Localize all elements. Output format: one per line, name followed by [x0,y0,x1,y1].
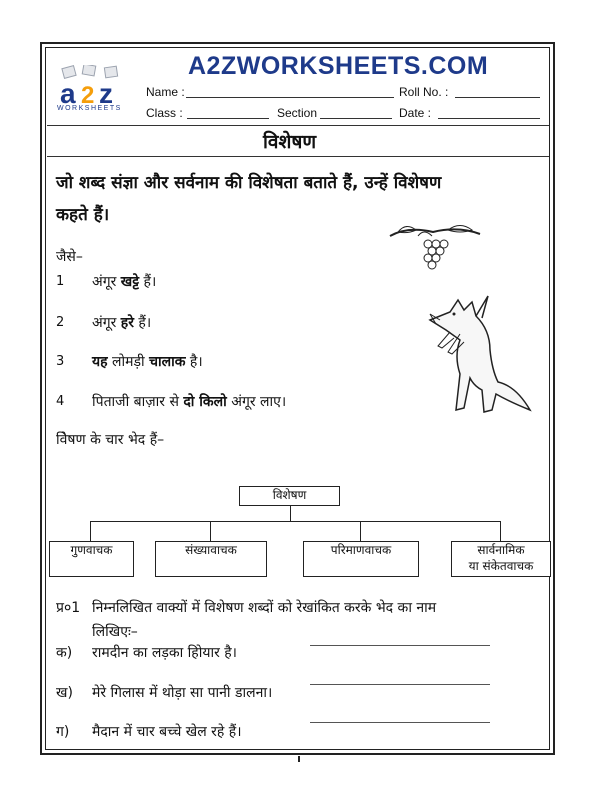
page-title: विशेषण [263,131,317,153]
connector [290,506,291,521]
example-adjective: हरे [120,315,134,331]
example-text: अंगूर [92,274,121,290]
example-number: 2 [56,315,65,330]
diagram-child-node: सार्वनामिक या संकेतवाचक [451,541,551,577]
date-field[interactable] [438,118,540,119]
logo-caption: WORKSHEETS [57,105,122,112]
diagram-child-node: गुणवाचक [49,541,134,577]
answer-blank[interactable] [310,684,490,685]
question-item-text: रामदीन का लड़का होियार है। [92,645,237,661]
header-divider [47,125,549,126]
example-sentence [92,352,203,371]
example-text: है। [185,354,203,370]
example-text: हैं। [133,315,152,331]
site-logo [55,65,135,117]
diagram-root-node: विशेषण [239,486,340,506]
name-label: Name : [146,85,185,99]
name-field[interactable] [186,97,394,98]
types-intro: विेषण के चार भेद हैं– [56,432,165,448]
class-label: Class : [146,106,183,120]
section-field[interactable] [320,118,392,119]
answer-blank[interactable] [310,722,490,723]
example-sentence [92,392,286,411]
connector [360,521,361,541]
example-text: पिताजी बाज़ार से [92,394,184,410]
definition-line-1: जो शब्द संज्ञा और सर्वनाम की विशेषता बताते हैं, उन्हें विशेषण [56,173,442,193]
definition-line-2: कहते हैं। [56,205,110,225]
connector [210,521,211,541]
question-item-text: मैदान में चार बच्चे खेल रहे हैं। [92,724,242,740]
example-number: 4 [56,394,65,409]
example-text: हैं। [139,274,157,290]
diagram-child-node: संख्यावाचक [155,541,267,577]
question-item-marker: क) [56,645,73,661]
example-text: लोमड़ी [107,354,150,370]
roll-no-label: Roll No. : [399,85,449,99]
question-item-text: मेरे गिलास में थोड़ा सा पानी डालना। [92,685,273,701]
example-text: अंगूर लाए। [226,394,287,410]
grapes-illustration [388,222,483,278]
example-number: 1 [56,274,65,289]
question-label: प्र०1 [56,600,81,616]
example-sentence [92,272,156,291]
diagram-child-node: परिमाणवाचक [303,541,419,577]
question-item-marker: ख) [56,685,73,701]
date-label: Date : [399,106,432,120]
example-sentence [92,313,151,332]
title-divider [47,156,549,157]
example-adjective: खट्टे [120,274,140,290]
example-text: अंगूर [92,315,121,331]
page-mark [298,756,300,762]
example-adjective: चालाक [149,354,186,370]
examples-label: जैसे– [56,249,83,265]
svg-text:a: a [60,78,76,109]
class-field[interactable] [187,118,269,119]
example-number: 3 [56,354,65,369]
connector [90,521,501,522]
example-adjective: यह [92,354,108,370]
answer-blank[interactable] [310,645,490,646]
example-adjective: दो किलो [183,394,227,410]
question-text-line-1: निम्नलिखित वाक्यों में विशेषण शब्दों को रेखांकित करके भेद का नाम [92,600,437,616]
question-text-line-2: लिखिएः– [92,624,138,640]
section-label: Section [277,106,318,120]
svg-text:2: 2 [81,82,95,109]
fox-illustration [420,290,535,424]
roll-no-field[interactable] [455,97,540,98]
question-item-marker: ग) [56,724,70,740]
svg-text:z: z [99,78,113,109]
site-title: A2ZWORKSHEETS.COM [188,52,489,80]
connector [90,521,91,541]
connector [500,521,501,541]
